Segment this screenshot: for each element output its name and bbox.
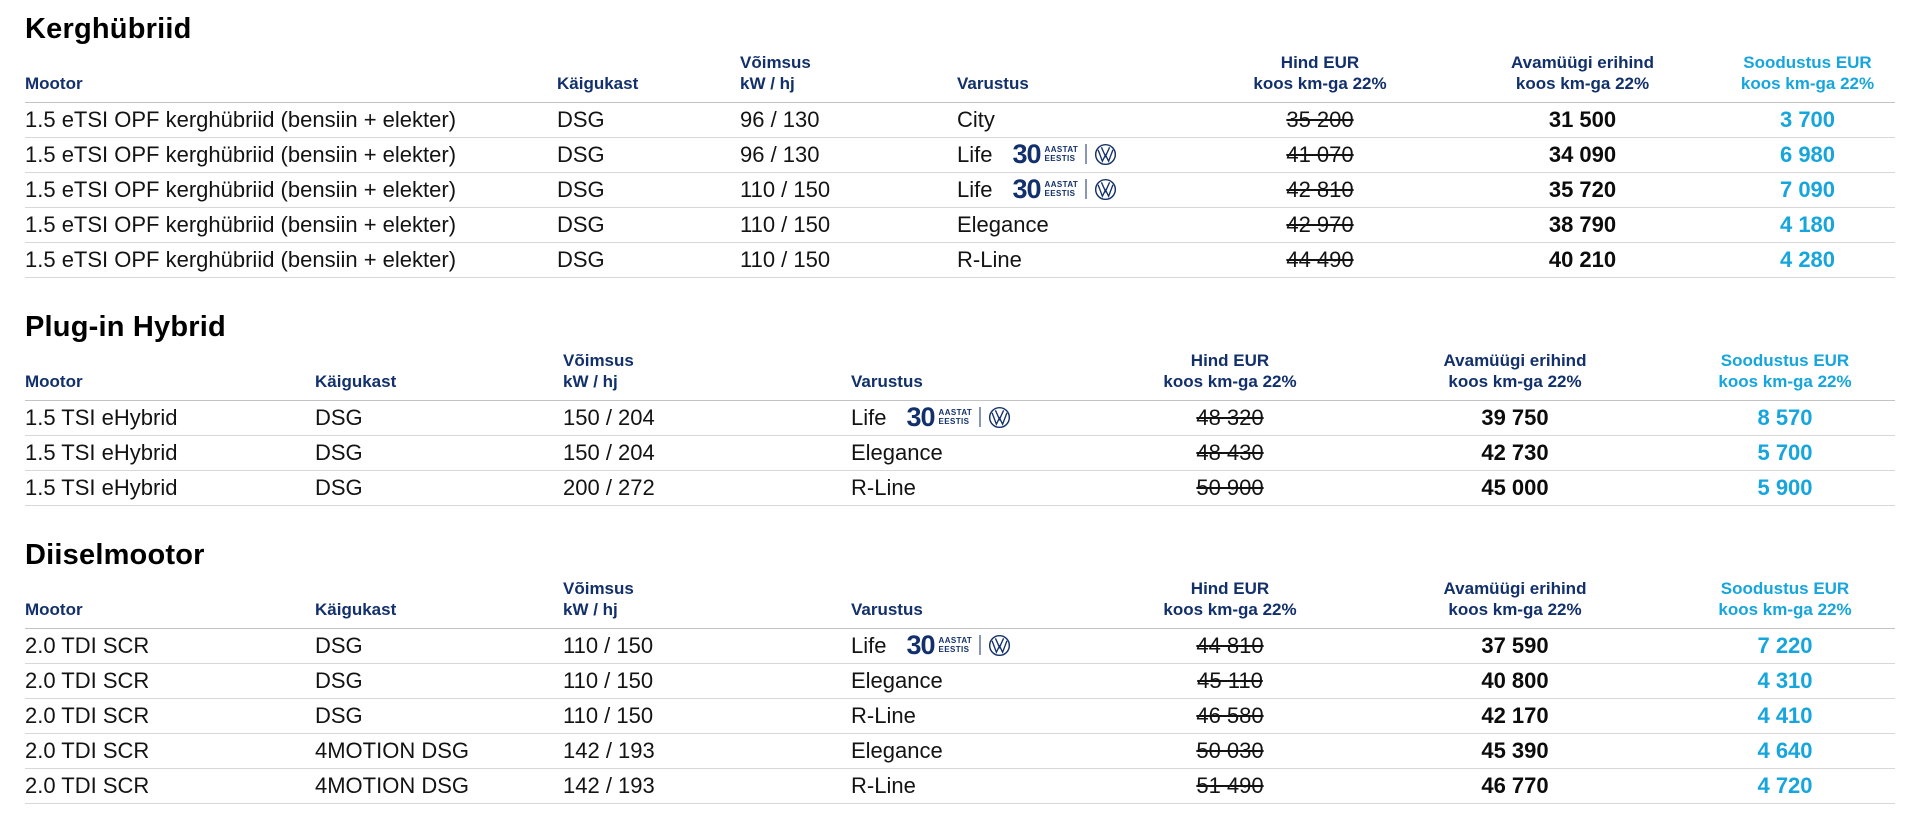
badge-word-aastat: AASTAT	[938, 408, 973, 417]
table-row	[25, 629, 1895, 664]
column-header-voimsus: Võimsus kW / hj	[563, 350, 851, 401]
cell-list-price	[1105, 664, 1355, 699]
badge-word-aastat: AASTAT	[938, 636, 973, 645]
cell-special-price: 31 500	[1445, 103, 1720, 138]
cell-power: 110 / 150	[563, 699, 851, 734]
cell-engine: 2.0 TDI SCR	[25, 769, 315, 804]
table-row	[25, 208, 1895, 243]
cell-trim: Elegance	[851, 664, 1105, 699]
badge-word-eestis: EESTIS	[1044, 154, 1076, 164]
cell-discount: 6 980	[1720, 138, 1895, 173]
column-header-soodustus: Soodustus EUR koos km-ga 22%	[1720, 52, 1895, 103]
section-title: Plug-in Hybrid	[25, 311, 226, 343]
vw-logo-icon	[1094, 143, 1117, 166]
cell-special-price: 42 170	[1355, 699, 1675, 734]
cell-special-price: 34 090	[1445, 138, 1720, 173]
badge-divider	[979, 635, 981, 655]
column-header-varustus: Varustus	[851, 350, 1105, 401]
cell-list-price	[1105, 471, 1355, 506]
cell-engine: 1.5 eTSI OPF kerghübriid (bensiin + elekter)	[25, 173, 557, 208]
badge-word-aastat: AASTAT	[1044, 180, 1079, 189]
column-header-erihind: Avamüügi erihind koos km-ga 22%	[1445, 52, 1720, 103]
cell-list-price	[1195, 173, 1445, 208]
column-header-kaigukast: Käigukast	[557, 52, 740, 103]
cell-engine: 1.5 eTSI OPF kerghübriid (bensiin + elekter)	[25, 103, 557, 138]
price-table	[25, 578, 1895, 804]
header-row	[25, 350, 1895, 401]
cell-discount: 5 900	[1675, 471, 1895, 506]
section-title: Diiselmootor	[25, 539, 205, 571]
badge-word-aastat: AASTAT	[1044, 145, 1079, 154]
header-row	[25, 52, 1895, 103]
cell-trim: Life 30 AASTAT EESTIS	[851, 629, 1105, 664]
badge-words	[939, 636, 973, 654]
cell-power: 150 / 204	[563, 436, 851, 471]
old-price: 44 490	[1286, 247, 1354, 272]
old-price: 50 900	[1196, 475, 1264, 500]
cell-power: 110 / 150	[740, 243, 957, 278]
price-table	[25, 52, 1895, 278]
cell-special-price: 40 210	[1445, 243, 1720, 278]
cell-trim: R-Line	[851, 769, 1105, 804]
old-price: 41 070	[1286, 142, 1354, 167]
cell-power: 142 / 193	[563, 734, 851, 769]
cell-power: 150 / 204	[563, 401, 851, 436]
column-header-mootor: Mootor	[25, 350, 315, 401]
badge-word-eestis: EESTIS	[938, 417, 970, 427]
column-header-voimsus: Võimsus kW / hj	[740, 52, 957, 103]
cell-engine: 2.0 TDI SCR	[25, 734, 315, 769]
old-price: 46 580	[1196, 703, 1264, 728]
column-header-hind: Hind EUR koos km-ga 22%	[1105, 578, 1355, 629]
cell-list-price	[1105, 734, 1355, 769]
cell-trim: Elegance	[851, 436, 1105, 471]
old-price: 48 320	[1196, 405, 1264, 430]
column-header-hind: Hind EUR koos km-ga 22%	[1195, 52, 1445, 103]
cell-special-price: 40 800	[1355, 664, 1675, 699]
column-header-mootor: Mootor	[25, 578, 315, 629]
table-row	[25, 664, 1895, 699]
column-header-varustus: Varustus	[957, 52, 1195, 103]
badge-words	[1045, 145, 1079, 163]
cell-gearbox: DSG	[315, 699, 563, 734]
cell-discount: 8 570	[1675, 401, 1895, 436]
column-header-kaigukast: Käigukast	[315, 578, 563, 629]
old-price: 42 810	[1286, 177, 1354, 202]
section-diiselmootor	[25, 538, 1895, 804]
cell-special-price: 37 590	[1355, 629, 1675, 664]
column-header-varustus: Varustus	[851, 578, 1105, 629]
cell-engine: 1.5 TSI eHybrid	[25, 436, 315, 471]
cell-engine: 1.5 TSI eHybrid	[25, 471, 315, 506]
cell-gearbox: 4MOTION DSG	[315, 734, 563, 769]
vw-logo-icon	[1094, 178, 1117, 201]
cell-list-price	[1105, 769, 1355, 804]
column-header-soodustus: Soodustus EUR koos km-ga 22%	[1675, 350, 1895, 401]
table-row	[25, 436, 1895, 471]
column-header-voimsus: Võimsus kW / hj	[563, 578, 851, 629]
cell-gearbox: DSG	[315, 436, 563, 471]
cell-discount: 4 180	[1720, 208, 1895, 243]
section-plug-in-hybrid	[25, 310, 1895, 506]
cell-list-price	[1105, 699, 1355, 734]
cell-special-price: 46 770	[1355, 769, 1675, 804]
old-price: 51 490	[1196, 773, 1264, 798]
badge-number: 30	[906, 629, 935, 660]
cell-power: 110 / 150	[563, 664, 851, 699]
column-header-mootor: Mootor	[25, 52, 557, 103]
cell-power: 110 / 150	[740, 173, 957, 208]
column-header-hind: Hind EUR koos km-ga 22%	[1105, 350, 1355, 401]
cell-discount: 7 090	[1720, 173, 1895, 208]
cell-gearbox: DSG	[315, 471, 563, 506]
table-row	[25, 173, 1895, 208]
table-row	[25, 138, 1895, 173]
cell-discount: 4 310	[1675, 664, 1895, 699]
cell-power: 200 / 272	[563, 471, 851, 506]
cell-trim: Life 30 AASTAT EESTIS	[851, 401, 1105, 436]
table-row	[25, 769, 1895, 804]
header-row	[25, 578, 1895, 629]
cell-trim: R-Line	[957, 243, 1195, 278]
cell-special-price: 35 720	[1445, 173, 1720, 208]
cell-list-price	[1105, 436, 1355, 471]
column-header-erihind: Avamüügi erihind koos km-ga 22%	[1355, 578, 1675, 629]
cell-gearbox: DSG	[315, 629, 563, 664]
table-row	[25, 103, 1895, 138]
cell-engine: 1.5 eTSI OPF kerghübriid (bensiin + elekter)	[25, 243, 557, 278]
cell-power: 110 / 150	[563, 629, 851, 664]
cell-special-price: 45 000	[1355, 471, 1675, 506]
cell-engine: 2.0 TDI SCR	[25, 699, 315, 734]
badge-number: 30	[1012, 173, 1041, 204]
vw-logo-icon	[988, 406, 1011, 429]
cell-trim: Elegance	[957, 208, 1195, 243]
cell-engine: 1.5 eTSI OPF kerghübriid (bensiin + elekter)	[25, 138, 557, 173]
cell-special-price: 45 390	[1355, 734, 1675, 769]
cell-gearbox: DSG	[315, 401, 563, 436]
cell-special-price: 42 730	[1355, 436, 1675, 471]
cell-trim: City	[957, 103, 1195, 138]
badge-words	[939, 408, 973, 426]
cell-power: 142 / 193	[563, 769, 851, 804]
cell-trim: Elegance	[851, 734, 1105, 769]
vw-logo-icon	[988, 634, 1011, 657]
cell-gearbox: DSG	[557, 208, 740, 243]
cell-power: 96 / 130	[740, 103, 957, 138]
cell-special-price: 39 750	[1355, 401, 1675, 436]
cell-trim: R-Line	[851, 699, 1105, 734]
old-price: 50 030	[1196, 738, 1264, 763]
cell-list-price	[1195, 103, 1445, 138]
column-header-kaigukast: Käigukast	[315, 350, 563, 401]
cell-list-price	[1105, 401, 1355, 436]
cell-power: 96 / 130	[740, 138, 957, 173]
old-price: 44 810	[1196, 633, 1264, 658]
cell-discount: 3 700	[1720, 103, 1895, 138]
table-row	[25, 471, 1895, 506]
badge-number: 30	[906, 401, 935, 432]
table-row	[25, 734, 1895, 769]
old-price: 35 200	[1286, 107, 1354, 132]
cell-gearbox: DSG	[557, 173, 740, 208]
cell-gearbox: DSG	[557, 103, 740, 138]
table-row	[25, 243, 1895, 278]
cell-gearbox: DSG	[557, 138, 740, 173]
cell-list-price	[1195, 208, 1445, 243]
cell-discount: 4 640	[1675, 734, 1895, 769]
cell-list-price	[1195, 243, 1445, 278]
cell-discount: 4 720	[1675, 769, 1895, 804]
badge-number: 30	[1012, 138, 1041, 169]
column-header-soodustus: Soodustus EUR koos km-ga 22%	[1675, 578, 1895, 629]
price-table	[25, 350, 1895, 506]
cell-discount: 7 220	[1675, 629, 1895, 664]
cell-discount: 4 410	[1675, 699, 1895, 734]
column-header-erihind: Avamüügi erihind koos km-ga 22%	[1355, 350, 1675, 401]
badge-words	[1045, 180, 1079, 198]
badge-word-eestis: EESTIS	[1044, 189, 1076, 199]
table-row	[25, 699, 1895, 734]
table-row	[25, 401, 1895, 436]
old-price: 48 430	[1196, 440, 1264, 465]
badge-word-eestis: EESTIS	[938, 645, 970, 655]
cell-engine: 1.5 TSI eHybrid	[25, 401, 315, 436]
cell-power: 110 / 150	[740, 208, 957, 243]
cell-engine: 2.0 TDI SCR	[25, 629, 315, 664]
badge-divider	[1085, 179, 1087, 199]
cell-list-price	[1105, 629, 1355, 664]
cell-trim: Life 30 AASTAT EESTIS	[957, 173, 1195, 208]
cell-gearbox: DSG	[315, 664, 563, 699]
cell-trim: Life 30 AASTAT EESTIS	[957, 138, 1195, 173]
cell-trim: R-Line	[851, 471, 1105, 506]
old-price: 45 110	[1197, 668, 1263, 693]
cell-list-price	[1195, 138, 1445, 173]
cell-engine: 2.0 TDI SCR	[25, 664, 315, 699]
cell-special-price: 38 790	[1445, 208, 1720, 243]
cell-discount: 4 280	[1720, 243, 1895, 278]
cell-gearbox: DSG	[557, 243, 740, 278]
badge-divider	[1085, 144, 1087, 164]
badge-divider	[979, 407, 981, 427]
cell-engine: 1.5 eTSI OPF kerghübriid (bensiin + elekter)	[25, 208, 557, 243]
section-kergh-briid	[25, 12, 1895, 278]
old-price: 42 970	[1286, 212, 1354, 237]
cell-discount: 5 700	[1675, 436, 1895, 471]
cell-gearbox: 4MOTION DSG	[315, 769, 563, 804]
section-title: Kerghübriid	[25, 13, 192, 45]
